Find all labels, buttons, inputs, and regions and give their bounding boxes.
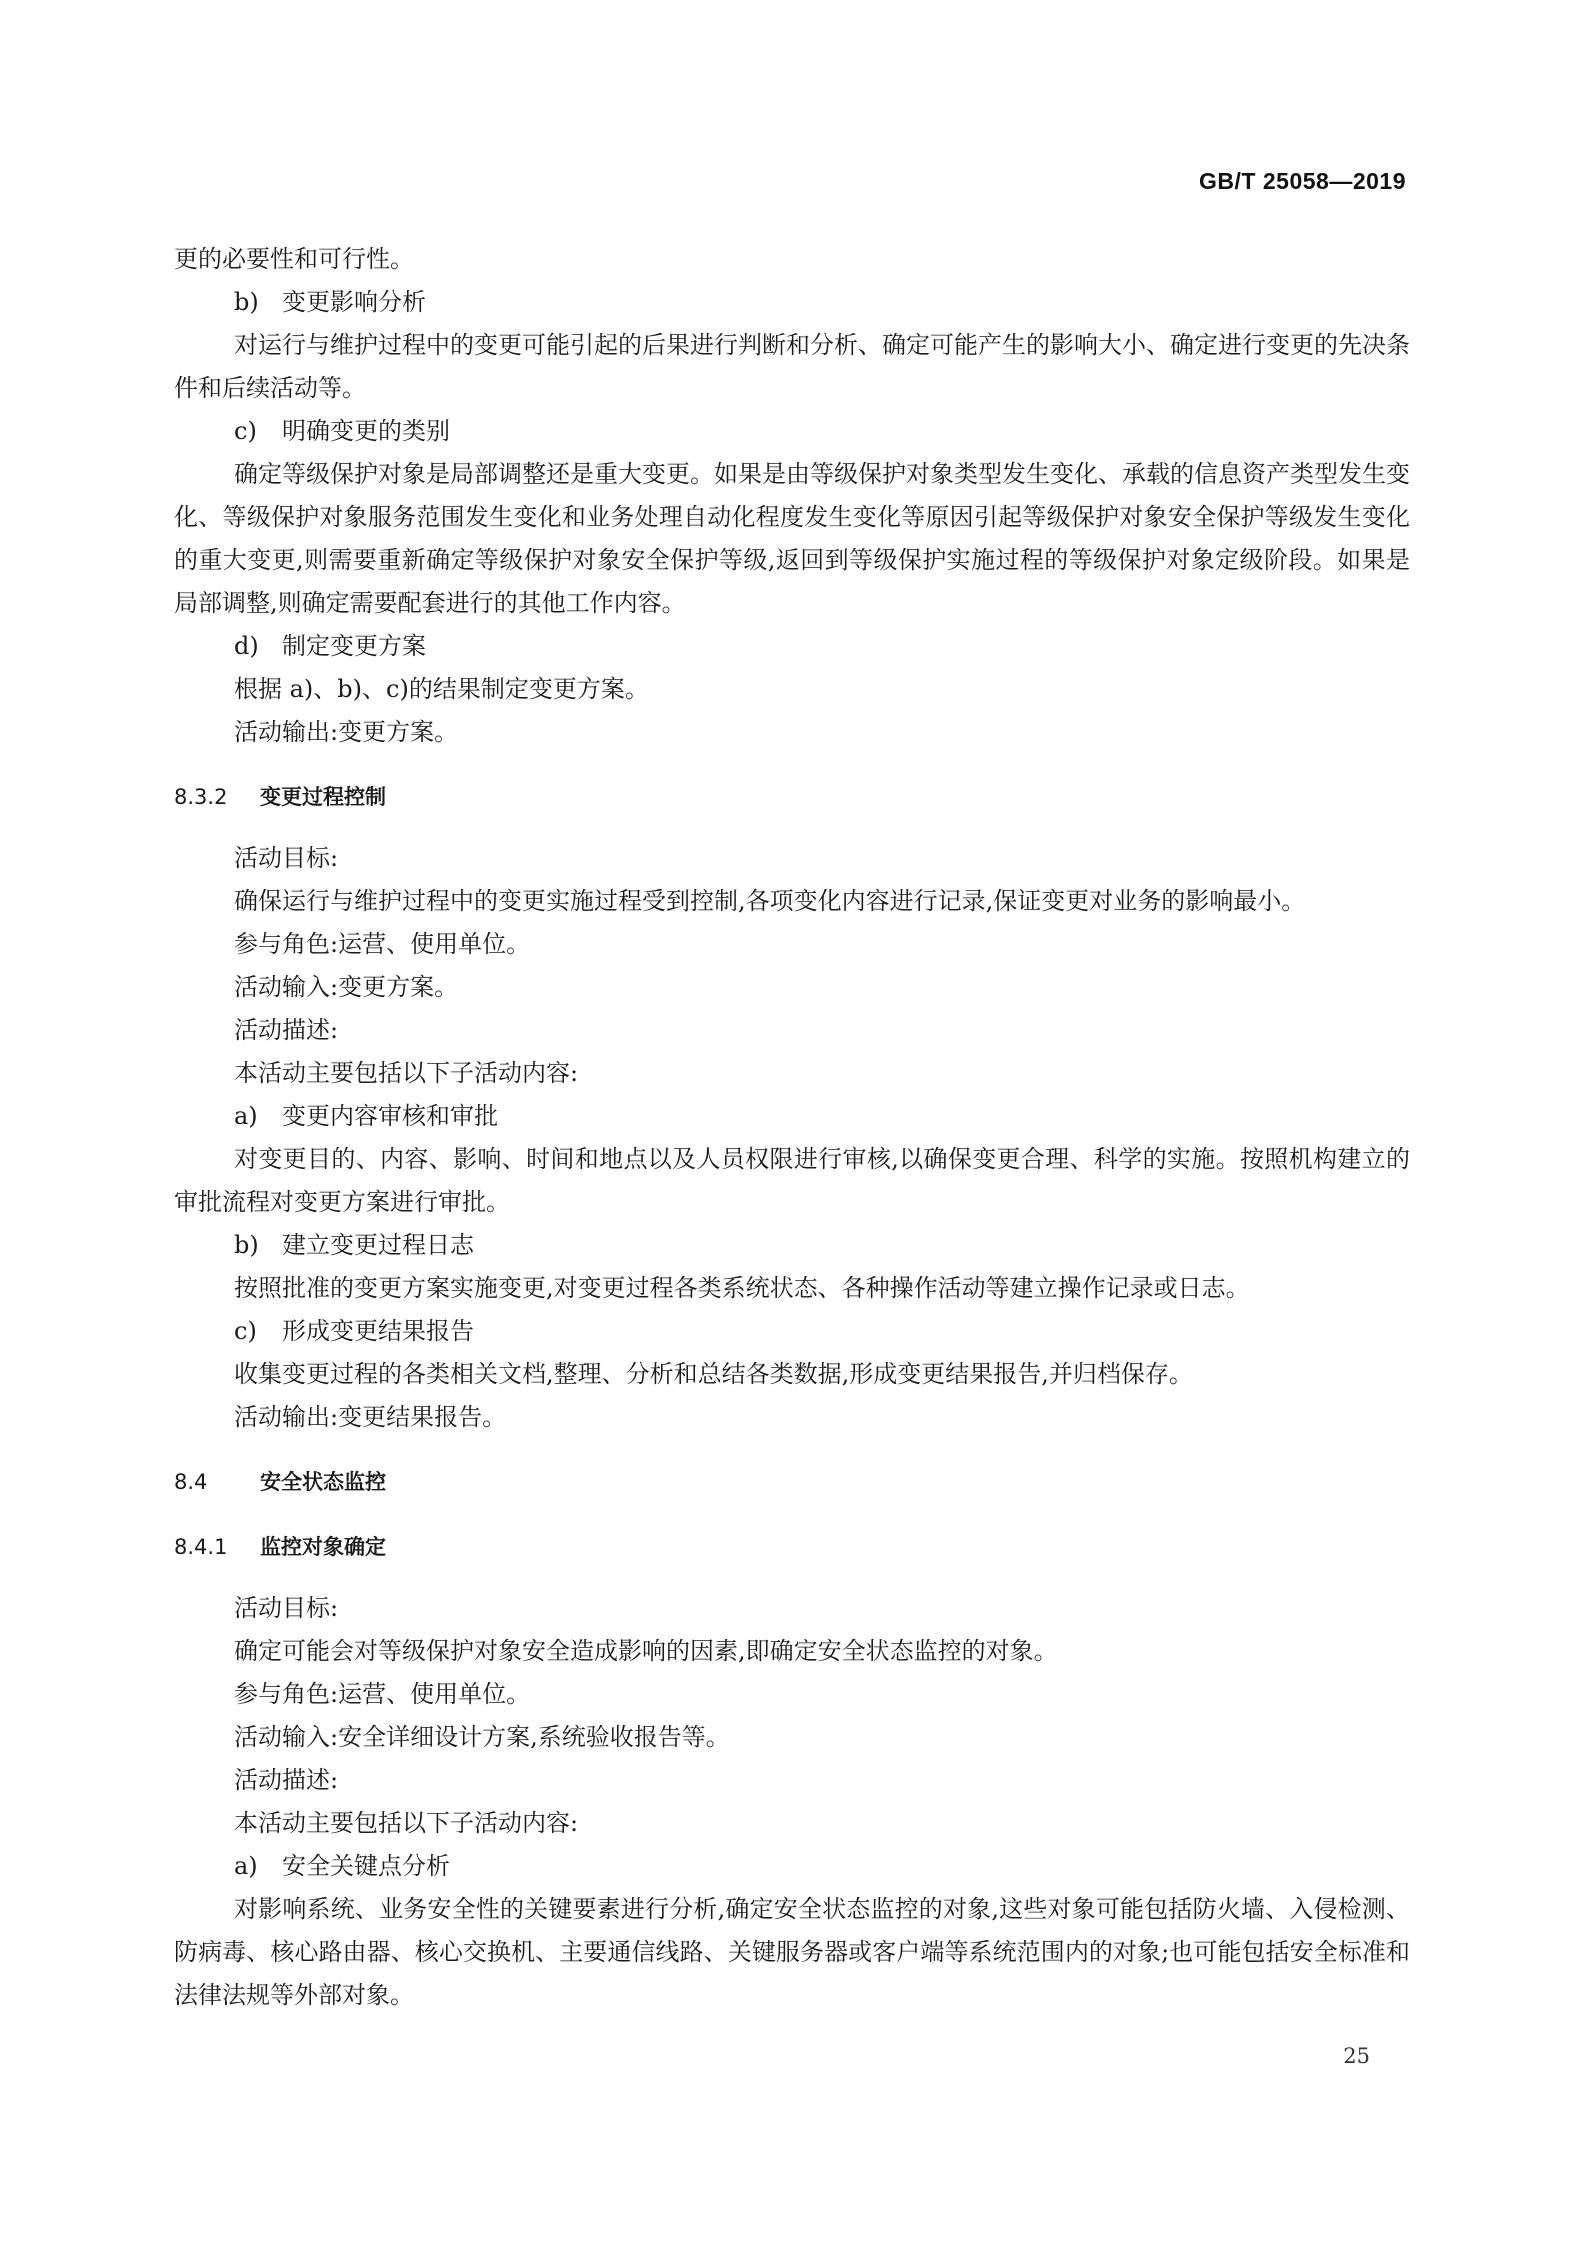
- list-item: [174, 281, 1410, 324]
- section-title: 监控对象确定: [260, 1535, 386, 1559]
- section-title: 变更过程控制: [260, 785, 386, 809]
- list-item-text: 安全关键点分析: [282, 1852, 450, 1880]
- section-heading: [174, 776, 1410, 819]
- section-number: 8.4.1: [174, 1535, 228, 1559]
- section-number: 8.4: [174, 1470, 208, 1494]
- list-marker: a): [234, 1852, 258, 1880]
- list-marker: d): [234, 632, 259, 660]
- paragraph: 对运行与维护过程中的变更可能引起的后果进行判断和分析、确定可能产生的影响大小、确定进行变更的先决条件和后续活动等。: [174, 331, 1410, 402]
- paragraph: 活动输入:变更方案。: [234, 973, 459, 1001]
- section-title: 安全状态监控: [260, 1470, 386, 1494]
- paragraph: 按照批准的变更方案实施变更,对变更过程各类系统状态、各种操作活动等建立操作记录或日志。: [234, 1274, 1250, 1302]
- section-heading: [174, 1526, 1410, 1569]
- standard-code: GB/T 25058—2019: [1199, 168, 1406, 194]
- list-item: [174, 1845, 1410, 1888]
- list-item: [174, 625, 1410, 668]
- paragraph: 活动输入:安全详细设计方案,系统验收报告等。: [234, 1723, 730, 1751]
- paragraph: 参与角色:运营、使用单位。: [234, 930, 531, 958]
- paragraph: 本活动主要包括以下子活动内容:: [234, 1809, 579, 1837]
- list-item: [174, 1224, 1410, 1267]
- section-number: 8.3.2: [174, 785, 228, 809]
- list-item-text: 建立变更过程日志: [282, 1231, 474, 1259]
- paragraph: 确定等级保护对象是局部调整还是重大变更。如果是由等级保护对象类型发生变化、承载的信息资产类型发生变化、等级保护对象服务范围发生变化和业务处理自动化程度发生变化等原因引起等级保护对象安全保护等级发生变化的重大变更,则需要重新确定等级保护对象安全保护等级,返回到等级保护实施过程的等级保护对象定级阶段。如果是局部调整,则确定需要配套进行的其他工作内容。: [174, 460, 1410, 617]
- paragraph: 本活动主要包括以下子活动内容:: [234, 1059, 579, 1087]
- paragraph: 参与角色:运营、使用单位。: [234, 1680, 531, 1708]
- list-item-text: 变更内容审核和审批: [282, 1102, 498, 1130]
- paragraph: 根据 a)、b)、c)的结果制定变更方案。: [234, 675, 649, 703]
- list-item-text: 形成变更结果报告: [282, 1317, 474, 1345]
- section-heading: [174, 1461, 1410, 1504]
- paragraph: 对变更目的、内容、影响、时间和地点以及人员权限进行审核,以确保变更合理、科学的实施。按照机构建立的审批流程对变更方案进行审批。: [174, 1145, 1410, 1216]
- list-marker: b): [234, 1231, 259, 1259]
- paragraph: 活动描述:: [234, 1016, 339, 1044]
- list-item-text: 明确变更的类别: [282, 417, 450, 445]
- list-marker: c): [234, 417, 257, 445]
- paragraph: 活动目标:: [234, 1594, 339, 1622]
- list-item-text: 变更影响分析: [282, 288, 426, 316]
- paragraph: 活动输出:变更结果报告。: [234, 1403, 507, 1431]
- paragraph: 活动描述:: [234, 1766, 339, 1794]
- list-item: [174, 1095, 1410, 1138]
- document-body: [174, 238, 1410, 2017]
- paragraph: 活动输出:变更方案。: [234, 718, 459, 746]
- paragraph: 收集变更过程的各类相关文档,整理、分析和总结各类数据,形成变更结果报告,并归档保存。: [234, 1360, 1193, 1388]
- paragraph: 确定可能会对等级保护对象安全造成影响的因素,即确定安全状态监控的对象。: [234, 1637, 1058, 1665]
- paragraph: 对影响系统、业务安全性的关键要素进行分析,确定安全状态监控的对象,这些对象可能包括防火墙、入侵检测、防病毒、核心路由器、核心交换机、主要通信线路、关键服务器或客户端等系统范围内的对象;也可能包括安全标准和法律法规等外部对象。: [174, 1895, 1410, 2009]
- list-item: [174, 410, 1410, 453]
- list-marker: b): [234, 288, 259, 316]
- paragraph: 确保运行与维护过程中的变更实施过程受到控制,各项变化内容进行记录,保证变更对业务的影响最小。: [234, 887, 1306, 915]
- paragraph: 更的必要性和可行性。: [174, 245, 414, 273]
- list-marker: c): [234, 1317, 257, 1345]
- paragraph: 活动目标:: [234, 844, 339, 872]
- list-item-text: 制定变更方案: [282, 632, 426, 660]
- list-item: [174, 1310, 1410, 1353]
- list-marker: a): [234, 1102, 258, 1130]
- page-number: 25: [1343, 2044, 1370, 2068]
